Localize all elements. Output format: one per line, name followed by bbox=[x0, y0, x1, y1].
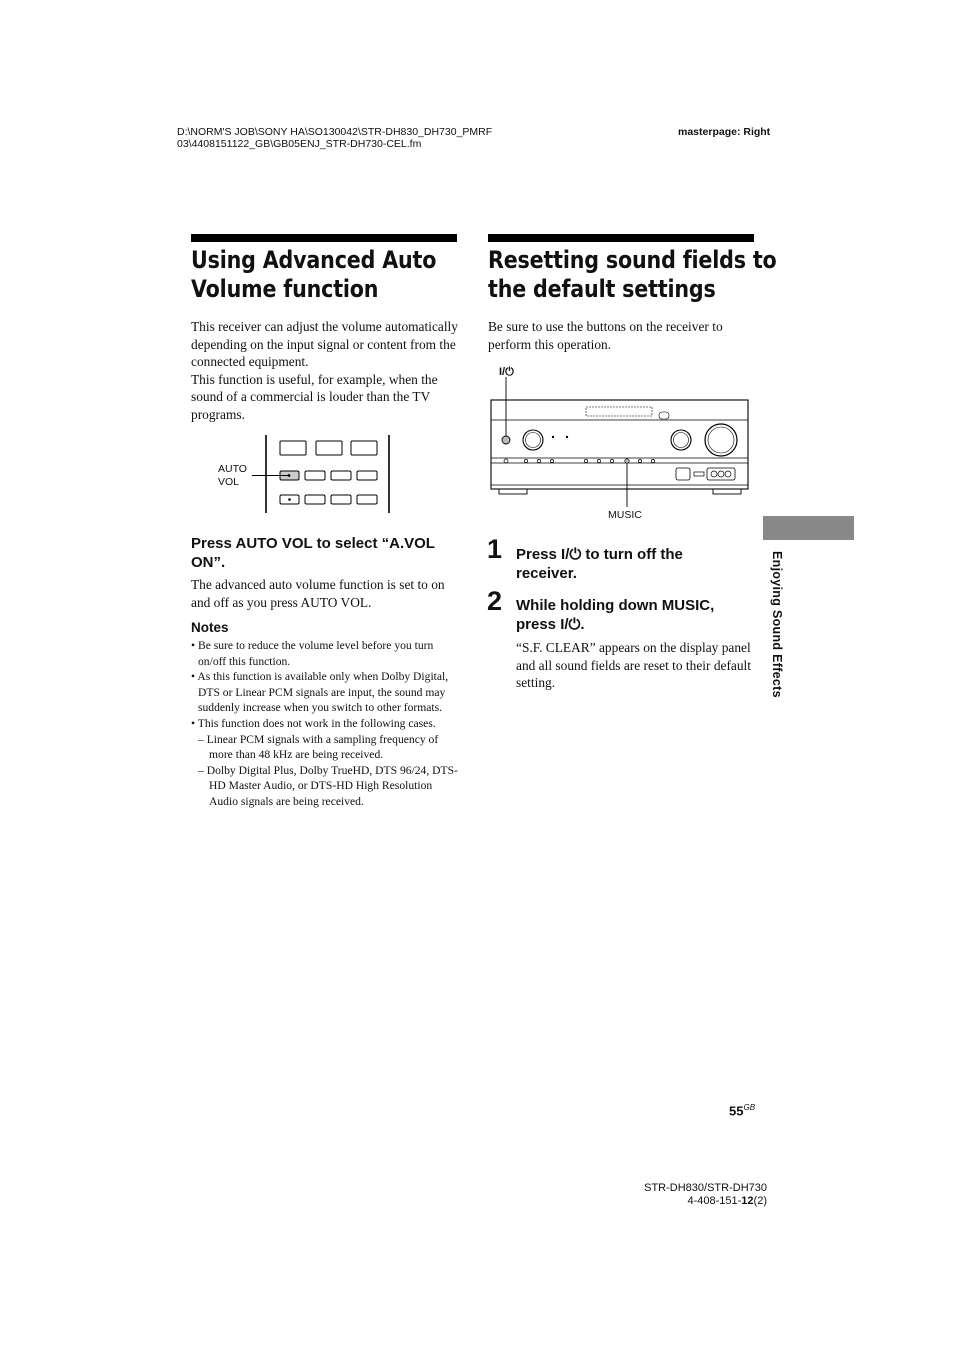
music-label: MUSIC bbox=[608, 509, 642, 521]
note-item: • As this function is available only when Dolby Digital, DTS or Linear PCM signals are input, the sound may suddenly increase when you switch to other formats. bbox=[191, 670, 449, 715]
title-line: Resetting sound fields to bbox=[488, 246, 777, 274]
document-code bbox=[560, 1195, 767, 1208]
intro-paragraph: This receiver can adjust the volume automatically depending on the input signal or content from the connected equipment. bbox=[191, 319, 458, 370]
remote-illustration bbox=[250, 433, 395, 515]
remote-button bbox=[331, 495, 351, 504]
auto-vol-description: The advanced auto volume function is set to on and off as you press AUTO VOL. bbox=[191, 577, 445, 610]
title-line: Volume function bbox=[191, 275, 379, 303]
code-bold: 12 bbox=[741, 1194, 754, 1207]
file-path-line1: D:\NORM'S JOB\SONY HA\SO130042\STR-DH830_DH730_PMRF bbox=[177, 126, 493, 138]
title-line: the default settings bbox=[488, 275, 716, 303]
master-volume-knob bbox=[705, 424, 737, 456]
footer-model-info bbox=[560, 1182, 767, 1207]
music-button bbox=[625, 459, 629, 463]
intro-text bbox=[191, 318, 459, 424]
power-label: I/⏻ bbox=[499, 366, 514, 378]
masterpage-label: masterpage: Right bbox=[678, 126, 771, 138]
code-prefix: 4-408-151- bbox=[687, 1194, 742, 1207]
remote-button bbox=[316, 441, 342, 455]
code-suffix: (2) bbox=[753, 1194, 767, 1207]
note-item: • Be sure to reduce the volume level before you turn on/off this function. bbox=[191, 639, 434, 668]
section-rule-right bbox=[488, 234, 754, 242]
step-number: 1 bbox=[487, 534, 503, 564]
intro-paragraph: This function is useful, for example, when the sound of a commercial is louder than the TV programs. bbox=[191, 371, 438, 422]
note-item: • This function does not work in the following cases. bbox=[191, 716, 436, 730]
remote-button bbox=[357, 471, 377, 480]
page-suffix: GB bbox=[743, 1103, 756, 1112]
side-tab-text: Enjoying Sound Effects bbox=[770, 551, 784, 698]
subheading-auto-vol: Press AUTO VOL to select “A.VOL ON”. bbox=[191, 535, 435, 571]
subnote-item: – Linear PCM signals with a sampling frequency of more than 48 kHz are being received. bbox=[198, 732, 439, 762]
file-path bbox=[177, 127, 492, 150]
section-tab bbox=[763, 516, 854, 540]
remote-button bbox=[305, 471, 325, 480]
page-number bbox=[729, 1103, 755, 1118]
section-rule-left bbox=[191, 234, 457, 242]
page-number-value: 55 bbox=[729, 1103, 744, 1119]
step-detail: “S.F. CLEAR” appears on the display panel and all sound fields are reset to their default setting. bbox=[516, 640, 751, 691]
notes-heading: Notes bbox=[191, 620, 229, 635]
label-line: AUTO bbox=[218, 463, 247, 475]
section-title-right bbox=[488, 246, 777, 304]
section-title-left bbox=[191, 246, 436, 304]
label-line: VOL bbox=[218, 475, 240, 488]
reset-intro-text: Be sure to use the buttons on the receiver to perform this operation. bbox=[488, 319, 723, 352]
remote-button bbox=[351, 441, 377, 455]
remote-button bbox=[305, 495, 325, 504]
power-button bbox=[502, 436, 510, 444]
model-number: STR-DH830/STR-DH730 bbox=[644, 1182, 767, 1194]
selector-knob bbox=[671, 430, 691, 450]
file-path-line2: 03\4408151122_GB\GB05ENJ_STR-DH730-CEL.fm bbox=[177, 137, 422, 150]
remote-button bbox=[280, 441, 306, 455]
notes-list bbox=[191, 638, 461, 810]
title-line: Using Advanced Auto bbox=[191, 246, 437, 274]
side-tab-label bbox=[770, 551, 788, 721]
auto-vol-label bbox=[218, 463, 247, 488]
step-text: While holding down MUSIC, press I/⏻. bbox=[516, 597, 715, 633]
remote-button bbox=[357, 495, 377, 504]
receiver-illustration bbox=[488, 375, 752, 509]
step-number: 2 bbox=[487, 586, 503, 616]
remote-button bbox=[331, 471, 351, 480]
input-selector-knob bbox=[523, 430, 543, 450]
subnote-item: – Dolby Digital Plus, Dolby TrueHD, DTS 96/24, DTS-HD Master Audio, or DTS-HD High Resolution Audio signals are being received. bbox=[198, 763, 458, 808]
step-text: Press I/⏻ to turn off the receiver. bbox=[516, 546, 683, 582]
